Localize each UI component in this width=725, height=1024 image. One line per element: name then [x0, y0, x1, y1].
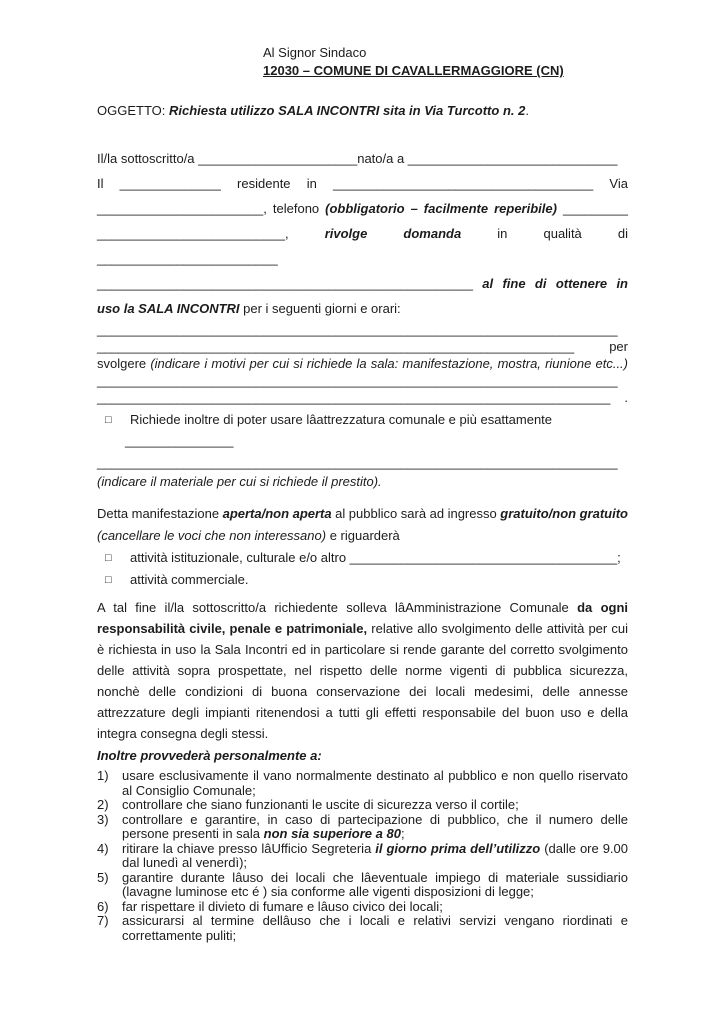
item-text: garantire durante lâuso dei locali che lâeventuale impiego di materiale sussidiario (lavagne luminose etc é ) sia conforme alle vigenti disposizioni di legge;: [122, 869, 628, 899]
checkbox-item-commerciale: [97, 569, 628, 591]
item-text: controllare e garantire, in caso di partecipazione di pubblico, che il numero delle persone presenti in sala non sia superiore a 80;: [122, 811, 628, 841]
numbered-item: [97, 769, 628, 798]
event-type-section: [97, 503, 628, 591]
blank-line: __________________________________________________________________ per: [97, 339, 628, 354]
numbered-item: [97, 842, 628, 871]
form-line: svolgere (indicare i motivi per cui si richiede la sala: manifestazione, mostra, riunione etc...): [97, 356, 629, 371]
item-text: assicurarsi al termine dellâuso che i locali e relativi servizi vengano riordinati e correttamente puliti;: [122, 913, 628, 943]
checkbox-label: attività istituzionale, culturale e/o altro _____________________________________;: [130, 550, 621, 565]
blank-line: ________________________________________________________________________: [97, 455, 618, 470]
applicant-form-section: [97, 146, 628, 321]
item-number: 2): [97, 797, 109, 812]
blank-line: _______________________________________________________________________ .: [97, 390, 628, 405]
item-text: ritirare la chiave presso lâUfficio Segreteria il giorno prima dell’utilizzo (dalle ore 9.00 dal lunedì al venerdì);: [122, 840, 628, 870]
form-line: uso la SALA INCONTRI per i seguenti giorni e orari:: [97, 301, 401, 316]
days-hours-section: [97, 321, 628, 406]
checkbox-icon: □: [105, 552, 112, 564]
blank-line: ________________________________________________________________________: [97, 322, 618, 337]
item-number: 6): [97, 898, 109, 914]
item-number: 5): [97, 869, 109, 885]
numbered-item: [97, 871, 628, 900]
form-line: Il/la sottoscritto/a ______________________nato/a a _____________________________: [97, 151, 618, 166]
obligations-list: [97, 769, 628, 943]
form-line: _______________________, telefono (obbligatorio – facilmente reperibile) _________: [97, 201, 629, 216]
item-number: 1): [97, 768, 109, 783]
paragraph-line: Detta manifestazione aperta/non aperta al pubblico sarà ad ingresso gratuito/non gratuito: [97, 506, 629, 521]
recipient-municipality: 12030 – COMUNE DI CAVALLERMAGGIORE (CN): [263, 63, 564, 78]
blank-line: _________________________: [97, 251, 278, 266]
item-number: 3): [97, 811, 109, 827]
checkbox-label: attività commerciale.: [130, 572, 249, 587]
blank-line: _______________: [125, 433, 234, 448]
numbered-item: [97, 914, 628, 943]
item-text: far rispettare il divieto di fumare e lâuso civico dei locali;: [122, 898, 443, 914]
paragraph-line: (cancellare le voci che non interessano) e riguarderà: [97, 528, 400, 543]
recipient-line: Al Signor Sindaco: [263, 45, 367, 60]
form-line: ____________________________________________________ al fine di ottenere in: [97, 276, 628, 291]
checkbox-icon: □: [105, 414, 112, 426]
document-content: [97, 0, 628, 943]
item-text: controllare che siano funzionanti le uscite di sicurezza verso il cortile;: [122, 797, 519, 812]
checkbox-item-equipment: [97, 410, 628, 430]
item-text: usare esclusivamente il vano normalmente destinato al pubblico e non quello riservato al Consiglio Comunale;: [122, 768, 628, 798]
item-number: 4): [97, 840, 109, 856]
obligations-intro: Inoltre provvederà personalmente a:: [97, 748, 322, 763]
numbered-item: [97, 813, 628, 842]
numbered-item: [97, 900, 628, 915]
item-number: 7): [97, 913, 109, 928]
subject-line: OGGETTO: Richiesta utilizzo SALA INCONTRI sita in Via Turcotto n. 2.: [97, 103, 529, 118]
checkbox-label: Richiede inoltre di poter usare lâattrezzatura comunale e più esattamente: [130, 412, 553, 427]
responsibility-paragraph: A tal fine il/la sottoscritto/a richiedente solleva lâAmministrazione Comunale da ogni responsabilità civile, penale e patrimoniale, relative allo svolgimento delle attività per cui è richiesta in uso la Sala Incontri ed in particolare si rende garante del corretto svolgimento delle attività sopra prospettate, nel rispetto delle norme vigenti di pubblica sicurezza, nonchè delle condizioni di buona conservazione dei locali medesimi, delle annesse attrezzature degli impianti ritenendosi a tutti gli effetti responsabile del buon uso e della integra consegna degli stessi.: [97, 600, 629, 741]
recipient-block: [263, 44, 628, 80]
materiale-note: (indicare il materiale per cui si richiede il prestito).: [97, 474, 382, 489]
form-line: Il ______________ residente in ____________________________________ Via: [97, 176, 628, 191]
numbered-item: [97, 798, 628, 813]
blank-line: ________________________________________________________________________: [97, 373, 618, 388]
checkbox-icon: □: [105, 574, 112, 586]
form-line: __________________________, rivolge domanda in qualità di: [97, 226, 628, 241]
checkbox-item-istituzionale: [97, 547, 628, 569]
